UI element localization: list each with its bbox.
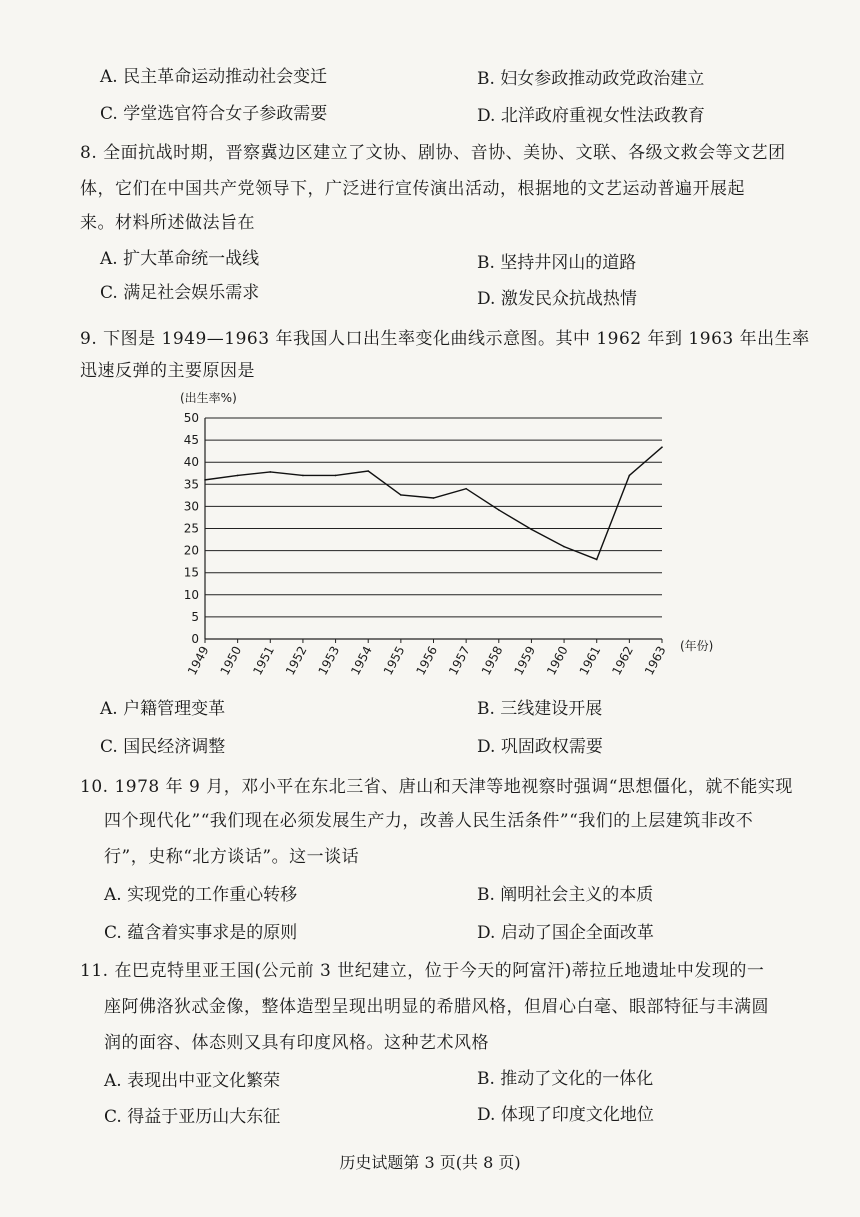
y-tick-35: 35 (183, 477, 199, 492)
data-point-1949 (204, 479, 206, 481)
data-point-1953 (335, 475, 337, 477)
y-tick-20: 20 (183, 543, 199, 558)
data-point-1960 (563, 546, 565, 548)
q11-stem-line-3: 润的面容、体态则又具有印度风格。这种艺术风格 (104, 1033, 489, 1053)
x-axis-label: (年份) (680, 639, 714, 653)
y-tick-25: 25 (183, 521, 199, 536)
x-tick-1952: 1952 (282, 643, 310, 678)
y-tick-30: 30 (183, 499, 199, 514)
q8-option-b[interactable]: B. 坚持井冈山的道路 (477, 253, 637, 273)
q10-stem-line-2: 四个现代化”“我们现在必须发展生产力，改善人民生活条件”“我们的上层建筑非改不 (104, 811, 754, 831)
q11-option-b[interactable]: B. 推动了文化的一体化 (477, 1069, 654, 1089)
y-tick-50: 50 (183, 411, 199, 425)
y-tick-40: 40 (183, 455, 199, 470)
x-tick-1950: 1950 (217, 643, 245, 678)
q9-option-d[interactable]: D. 巩固政权需要 (477, 737, 603, 757)
q10-stem-line-3: 行”，史称“北方谈话”。这一谈话 (104, 847, 360, 867)
q10-option-d[interactable]: D. 启动了国企全面改革 (477, 923, 654, 943)
q8-option-a[interactable]: A. 扩大革命统一战线 (100, 249, 260, 269)
q8-stem-line-2: 体，它们在中国共产党领导下，广泛进行宣传演出活动，根据地的文艺运动普遍开展起 (80, 179, 745, 199)
chart-gridlines (205, 418, 662, 617)
x-tick-1961: 1961 (576, 643, 604, 678)
data-point-1962 (629, 475, 631, 477)
y-axis-label: (出生率%) (180, 391, 237, 405)
page-footer: 历史试题第 3 页(共 8 页) (339, 1153, 521, 1172)
y-tick-5: 5 (191, 609, 199, 624)
series-line-0 (205, 447, 662, 559)
x-tick-1962: 1962 (609, 643, 637, 678)
data-point-1950 (237, 475, 239, 477)
y-tick-45: 45 (183, 433, 199, 448)
data-point-1963 (661, 446, 663, 448)
q7-option-d[interactable]: D. 北洋政府重视女性法政教育 (477, 106, 705, 126)
y-tick-0: 0 (191, 632, 199, 646)
x-tick-1960: 1960 (544, 643, 571, 678)
x-tick-1958: 1958 (478, 643, 506, 678)
q10-option-a[interactable]: A. 实现党的工作重心转移 (104, 885, 298, 905)
x-tick-1963: 1963 (641, 643, 669, 678)
x-tick-labels (185, 639, 669, 677)
q10-option-b[interactable]: B. 阐明社会主义的本质 (477, 885, 654, 905)
x-tick-1949: 1949 (184, 643, 212, 678)
q11-option-d[interactable]: D. 体现了印度文化地位 (477, 1105, 654, 1125)
x-tick-1951: 1951 (250, 643, 277, 678)
q9-stem-line-1: 9. 下图是 1949—1963 年我国人口出生率变化曲线示意图。其中 1962 年到 1963 年出生率 (80, 329, 810, 349)
data-point-1956 (433, 497, 435, 499)
data-point-1961 (596, 559, 598, 561)
q8-option-c[interactable]: C. 满足社会娱乐需求 (100, 283, 260, 303)
q9-option-c[interactable]: C. 国民经济调整 (100, 737, 226, 757)
q9-option-b[interactable]: B. 三线建设开展 (477, 699, 603, 719)
data-point-1952 (302, 475, 304, 477)
birth-rate-chart (150, 378, 730, 688)
x-tick-1956: 1956 (413, 643, 441, 678)
birth-rate-series (204, 446, 663, 560)
data-point-1959 (531, 529, 533, 531)
y-tick-labels (184, 411, 199, 646)
x-tick-1953: 1953 (315, 643, 343, 678)
q11-stem-line-2: 座阿佛洛狄忒金像，整体造型呈现出明显的希腊风格，但眉心白毫、眼部特征与丰满圆 (104, 997, 769, 1017)
q7-option-c[interactable]: C. 学堂选官符合女子参政需要 (100, 104, 328, 124)
data-point-1955 (400, 494, 402, 496)
y-tick-10: 10 (183, 587, 199, 602)
q10-stem-line-1: 10. 1978 年 9 月，邓小平在东北三省、唐山和天津等地视察时强调“思想僵化，就不能实现 (80, 777, 793, 797)
q9-stem-line-2: 迅速反弹的主要原因是 (80, 361, 255, 381)
q8-stem-line-1: 8. 全面抗战时期，晋察冀边区建立了文协、剧协、音协、美协、文联、各级文救会等文艺团 (80, 143, 786, 163)
q11-option-c[interactable]: C. 得益于亚历山大东征 (104, 1107, 281, 1127)
q10-option-c[interactable]: C. 蕴含着实事求是的原则 (104, 923, 298, 943)
q11-option-a[interactable]: A. 表现出中亚文化繁荣 (104, 1071, 281, 1091)
q7-option-b[interactable]: B. 妇女参政推动政党政治建立 (477, 69, 705, 89)
y-tick-15: 15 (183, 565, 199, 580)
q8-stem-line-3: 来。材料所述做法旨在 (80, 213, 255, 233)
x-tick-1957: 1957 (446, 643, 473, 678)
q11-stem-line-1: 11. 在巴克特里亚王国(公元前 3 世纪建立，位于今天的阿富汗)蒂拉丘地遗址中发现的一 (80, 961, 765, 981)
x-tick-1955: 1955 (380, 643, 408, 678)
q9-option-a[interactable]: A. 户籍管理变革 (100, 699, 226, 719)
data-point-1958 (498, 509, 500, 511)
q7-option-a[interactable]: A. 民主革命运动推动社会变迁 (100, 67, 328, 87)
x-tick-1954: 1954 (348, 643, 375, 678)
x-tick-1959: 1959 (511, 643, 539, 678)
data-point-1957 (465, 488, 467, 490)
data-point-1954 (367, 470, 369, 472)
data-point-1951 (269, 471, 271, 473)
q8-option-d[interactable]: D. 激发民众抗战热情 (477, 289, 637, 309)
